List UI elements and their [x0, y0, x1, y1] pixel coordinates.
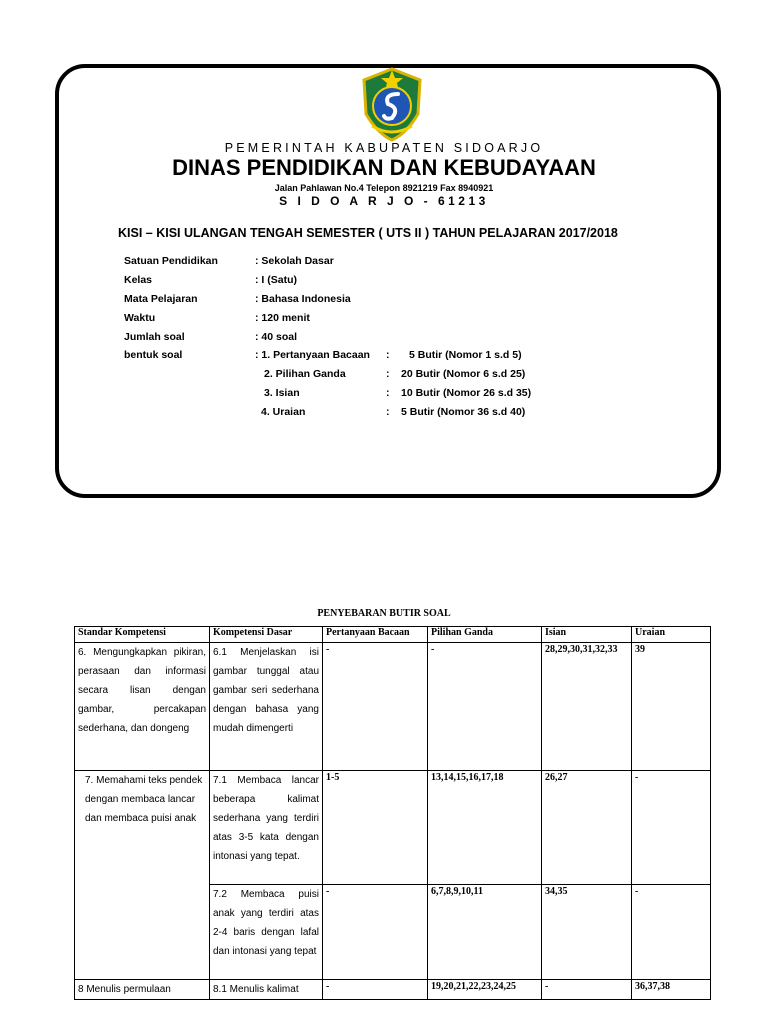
office-address: Jalan Pahlawan No.4 Telepon 8921219 Fax 8940921	[274, 183, 494, 193]
table-header-row	[75, 627, 711, 643]
fill-in-cell: 34,35	[542, 885, 632, 980]
basic-competency-cell: 6.1 Menjelaskan isi gambar tunggal atau gambar seri sederhana dengan bahasa yang mudah dimengerti	[210, 643, 323, 771]
distribution-title: PENYEBARAN BUTIR SOAL	[317, 608, 451, 619]
fill-in-cell: -	[542, 980, 632, 1000]
info-value: : 120 menit	[255, 312, 310, 324]
fill-in-cell: 28,29,30,31,32,33	[542, 643, 632, 771]
info-label: Waktu	[124, 312, 156, 324]
column-header: Pilihan Ganda	[428, 627, 542, 643]
question-type-detail: 5 Butir (Nomor 1 s.d 5)	[409, 349, 522, 361]
question-type-detail: 10 Butir (Nomor 26 s.d 35)	[401, 387, 532, 399]
multiple-choice-cell: 19,20,21,22,23,24,25	[428, 980, 542, 1000]
info-value: : 1. Pertanyaan Bacaan	[255, 349, 370, 361]
basic-competency-cell: 7.1 Membaca lancar beberapa kalimat sederhana yang terdiri atas 3-5 kata dengan intonasi yang tepat.	[210, 771, 323, 885]
info-label: bentuk soal	[124, 349, 183, 361]
question-type-separator: :	[386, 387, 390, 399]
column-header: Standar Kompetensi	[75, 627, 210, 643]
info-label: Jumlah soal	[124, 331, 185, 343]
question-type-name: 3. Isian	[264, 387, 300, 399]
reading-questions-cell: -	[323, 643, 428, 771]
info-value: : Sekolah Dasar	[255, 255, 334, 267]
department-name: DINAS PENDIDIKAN DAN KEBUDAYAAN	[172, 155, 596, 180]
column-header: Kompetensi Dasar	[210, 627, 323, 643]
multiple-choice-cell: -	[428, 643, 542, 771]
document-title: KISI – KISI ULANGAN TENGAH SEMESTER ( UTS II ) TAHUN PELAJARAN 2017/2018	[118, 226, 618, 240]
distribution-table	[74, 626, 711, 1000]
table-row	[75, 771, 711, 885]
standard-competency-cell: 8 Menulis permulaan	[75, 980, 210, 1000]
info-label: Mata Pelajaran	[124, 293, 198, 305]
question-type-separator: :	[386, 406, 390, 418]
reading-questions-cell: -	[323, 980, 428, 1000]
essay-cell: 39	[632, 643, 711, 771]
reading-questions-cell: -	[323, 885, 428, 980]
basic-competency-cell: 7.2 Membaca puisi anak yang terdiri atas 2-4 baris dengan lafal dan intonasi yang tepat	[210, 885, 323, 980]
column-header: Isian	[542, 627, 632, 643]
sidoarjo-emblem-logo	[358, 66, 426, 142]
question-type-separator: :	[386, 349, 390, 361]
fill-in-cell: 26,27	[542, 771, 632, 885]
info-label: Kelas	[124, 274, 153, 286]
government-name: PEMERINTAH KABUPATEN SIDOARJO	[224, 141, 544, 155]
info-value: : I (Satu)	[255, 274, 297, 286]
info-value: : Bahasa Indonesia	[255, 293, 351, 305]
question-type-name: 2. Pilihan Ganda	[264, 368, 346, 380]
question-type-name: 4. Uraian	[261, 406, 306, 418]
question-type-separator: :	[386, 368, 390, 380]
city-postcode: S I D O A R J O - 61213	[279, 194, 489, 208]
multiple-choice-cell: 6,7,8,9,10,11	[428, 885, 542, 980]
basic-competency-cell: 8.1 Menulis kalimat	[210, 980, 323, 1000]
essay-cell: -	[632, 885, 711, 980]
standard-competency-cell: 7. Memahami teks pendek dengan membaca lancar dan membaca puisi anak	[75, 771, 210, 980]
standard-competency-cell: 6. Mengungkapkan pikiran, perasaan dan informasi secara lisan dengan gambar, percakapan sederhana, dan dongeng	[75, 643, 210, 771]
multiple-choice-cell: 13,14,15,16,17,18	[428, 771, 542, 885]
essay-cell: -	[632, 771, 711, 885]
question-type-detail: 20 Butir (Nomor 6 s.d 25)	[401, 368, 526, 380]
info-value: : 40 soal	[255, 331, 298, 343]
info-label: Satuan Pendidikan	[124, 255, 218, 267]
column-header: Pertanyaan Bacaan	[323, 627, 428, 643]
column-header: Uraian	[632, 627, 711, 643]
table-row	[75, 643, 711, 771]
table-row	[75, 980, 711, 1000]
reading-questions-cell: 1-5	[323, 771, 428, 885]
question-type-detail: 5 Butir (Nomor 36 s.d 40)	[401, 406, 526, 418]
essay-cell: 36,37,38	[632, 980, 711, 1000]
